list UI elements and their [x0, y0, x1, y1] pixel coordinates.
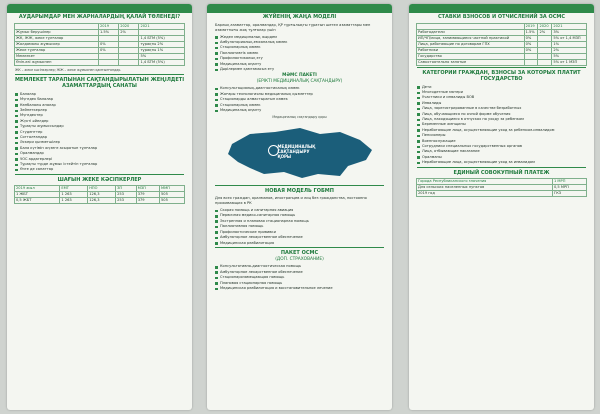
beneficiary-list — [409, 85, 594, 166]
list-item: Мүгедек балалар — [15, 97, 184, 102]
divider — [417, 67, 586, 68]
table-row: 2019 год ГКЗ — [417, 191, 587, 197]
section-title: ШАҒЫН ЖЕКЕ КӘСІПКЕРЛЕР — [57, 176, 142, 183]
beneficiary-list — [7, 92, 192, 173]
section-title: КАТЕГОРИИ ГРАЖДАН, ВЗНОСЫ ЗА КОТОРЫХ ПЛАТИТ ГОСУДАРСТВО — [422, 69, 581, 82]
panel-title: СТАВКИ ВЗНОСОВ И ОТЧИСЛЕНИЙ ЗА ОСМС — [437, 14, 566, 20]
divider — [417, 167, 586, 168]
list-item: ҰОС ардагерлері — [15, 157, 184, 162]
table-row: Государство 5% — [417, 53, 587, 59]
leaflet-panel-kazakh — [7, 4, 192, 410]
list-item: Медицинская реабилитация и восстановительное лечение — [215, 286, 384, 291]
list-item: Стационарлық көмек — [215, 103, 384, 108]
list-item: Мүгедектер — [15, 113, 184, 118]
table-row: Самостоятельно занятые 5% от 1 МЗП — [417, 59, 587, 65]
unified-payment-table: Города Республиканского значения 1 МРП Для сельских населенных пунктов 0,5 МРП 2019 год ГКЗ — [416, 178, 587, 197]
table-footnote: ЖК – жеке кәсіпкерлер; ЖЖ – жеке жұмыспен қамтылғандар. — [15, 67, 122, 72]
list-item: Лица, зарегистрированные в качестве безработных — [417, 106, 586, 111]
insurance-package-list — [207, 86, 392, 113]
section-title: МӘМС ПАКЕТІ — [282, 73, 317, 79]
list-item: Әскери қызметшілер — [15, 140, 184, 145]
table-row: Работники 0% 2% — [417, 47, 587, 53]
list-item: Профилактические прививки — [215, 230, 384, 235]
list-item: Первичная медико-санитарная помощь — [215, 213, 384, 218]
list-item: Военнослужащие — [417, 139, 586, 144]
list-item: Неработающие лица, осуществляющие уход за ребенком-инвалидом — [417, 128, 586, 133]
list-item: Медицинская реабилитация — [215, 241, 384, 246]
divider — [15, 174, 184, 175]
list-item: Жоғары технологиялы медициналық қызметтер — [215, 92, 384, 97]
list-item: Балалар — [15, 92, 184, 97]
list-item: Экстренная и плановая стационарная помощь — [215, 219, 384, 224]
section-title: НОВАЯ МОДЕЛЬ ГОБМП — [265, 187, 334, 194]
sme-table: 2019 жыл ЕМТ НПО ЗП МЗП ММП 1 ЖБТ 1 263 126,3 253 379 505 0,5 ЖБТ 1 263 126,3 253 379 505 — [14, 185, 185, 204]
list-item: Участники и инвалиды ВОВ — [417, 95, 586, 100]
list-item: Амбулаторное лекарственное обеспечение — [215, 270, 384, 275]
table-row: Жеке тұлғалар 0% тұрақты 1% — [15, 47, 185, 53]
list-item: Неработающие лица, осуществляющие уход за инвалидом — [417, 160, 586, 165]
list-item: Лица, находящиеся в отпусках по уходу за ребенком — [417, 117, 586, 122]
table-row: Жұмыс берушілер 1.5% 2% — [15, 29, 185, 35]
list-item: Дети — [417, 85, 586, 90]
list-item: Дәрілермен қамтамасыз ету — [215, 67, 384, 72]
osms-package-list — [207, 264, 392, 291]
table-row: Работодатели 1.5% 2% 3% — [417, 29, 587, 35]
list-item: Медициналық оңалту — [215, 108, 384, 113]
list-item: Жедел медициналық жәрдем — [215, 35, 384, 40]
section-title: ЕДИНЫЙ СОВОКУПНЫЙ ПЛАТЕЖ — [453, 169, 550, 176]
list-item: Стационарды алмастыратын көмек — [215, 97, 384, 102]
list-item: Амбулаторное лекарственное обеспечение — [215, 235, 384, 240]
contribution-rates-table — [14, 23, 185, 66]
table-row: Мемлекет 5% — [15, 53, 185, 59]
list-item: Сотрудники специальных государственных органов — [417, 144, 586, 149]
list-item: Студенттер — [15, 130, 184, 135]
list-item: Профилактикалық егу — [215, 56, 384, 61]
list-item: Беременные женщины — [417, 122, 586, 127]
table-row: Лица, работающие по договорам ГПХ 0% 1% — [417, 41, 587, 47]
table-row: ИП/ЧП/лица, занимающиеся частной практикой 0% 5% от 1,4 МЗП — [417, 35, 587, 41]
intro-text: Барлық азаматтар, оралмандар, ҚР тұрғылықты тұратын шетел азаматтары мен азаматтығы жоқ тұлғалар үшін — [215, 22, 371, 32]
table-row: 0,5 ЖБТ 1 263 126,3 253 379 505 — [15, 198, 185, 204]
list-item: Өзге де санаттар — [15, 167, 184, 172]
list-item: Стационарлық көмек — [215, 45, 384, 50]
list-item: Зейнеткерлер — [15, 108, 184, 113]
table-row: Өзін-өзі жұмыспен 1,4 БТМ (5%) — [15, 59, 185, 65]
leaflet-panel-russian — [409, 4, 594, 410]
list-item: Оралмандар — [15, 151, 184, 156]
list-item: Консультативно-диагностическая помощь — [215, 264, 384, 269]
table-row: ЖК, ЖЖ, жеке тұлғалар 1,4 БТМ (5%) — [15, 35, 185, 41]
section-title: ПАКЕТ ОСМС — [280, 249, 319, 256]
panel-title: ЖҮЙЕНІҢ ЖАҢА МОДЕЛІ — [262, 14, 337, 20]
panel-header-bar — [207, 4, 392, 13]
list-item: Многодетные матери — [417, 90, 586, 95]
list-item: Консультациялық-диагностикалық көмек — [215, 86, 384, 91]
list-item: Паллиативтік көмек — [215, 51, 384, 56]
map-caption: Медициналық сақтандыру қоры — [272, 115, 327, 120]
table-header: 2021 — [139, 23, 185, 29]
list-item: Бала күтімін жүзеге асыратын тұлғалар — [15, 146, 184, 151]
section-title: МЕМЛЕКЕТ ТАРАПЫНАН САҚТАНДЫРЫЛАТЫН ЖЕҢІЛДЕТІ АЗАМАТТАРДЫҢ САНАТЫ — [14, 76, 185, 90]
table-header: 2020 — [119, 23, 139, 29]
list-item: Тұрақты түрде жұмыс істейтін тұлғалар — [15, 162, 184, 167]
table-header: 2019 — [98, 23, 118, 29]
section-subtitle: (ЕРІКТІ МЕДИЦИНАЛЫҚ САҚТАНДЫРУ) — [256, 79, 343, 85]
basic-services-list — [207, 35, 392, 73]
panel-header-bar — [7, 4, 192, 13]
gobmp-list — [207, 208, 392, 246]
table-row: Для сельских населенных пунктов 0,5 МРП — [417, 185, 587, 191]
divider — [15, 74, 184, 75]
fund-name: МЕДИЦИНАЛЫҚ САҚТАНДЫРУ ҚОРЫ — [277, 143, 316, 159]
list-item: Пенсионеры — [417, 133, 586, 138]
list-item: Паллиативная помощь — [215, 224, 384, 229]
panel-header-bar — [409, 4, 594, 13]
list-item: Медициналық оңалту — [215, 62, 384, 67]
list-item: Скорая помощь и санитарная авиация — [215, 208, 384, 213]
list-item: Тұрақты жұмыссыздар — [15, 124, 184, 129]
divider — [215, 247, 384, 248]
list-item: Көпбалалы аналар — [15, 103, 184, 108]
contribution-rates-table: 2019 2020 2021 Работодатели 1.5% 2% 3% ИП/ЧП/лица, занимающиеся частной практикой 0% 5% от 1,4 МЗП Лица, работающие по договорам ГПХ 0% 1% Работники 0% 2% Государство 5% Самостоятельно занятые 5% от 1 МЗП — [416, 23, 587, 66]
list-item: Амбулаториялық-емханалық көмек — [215, 40, 384, 45]
table-row: Жалдамалы жұмыскер 0% тұрақты 2% — [15, 41, 185, 47]
section-text: Для всех граждан, оралманов, иностранцев и лиц без гражданства, постоянно проживающих в РК — [215, 196, 367, 206]
list-item: Сотталғандар — [15, 135, 184, 140]
list-item: Жүкті әйелдер — [15, 119, 184, 124]
list-item: Инвалиды — [417, 101, 586, 106]
list-item: Лица, обучающиеся по очной форме обучения — [417, 112, 586, 117]
section-subtitle: (ДОП. СТРАХОВАНИЕ) — [275, 257, 324, 263]
list-item: Плановая стационарная помощь — [215, 281, 384, 286]
list-item: Стационарозамещающая помощь — [215, 275, 384, 280]
kazakhstan-map — [220, 124, 380, 182]
panel-title: АУДАРЫМДАР МЕН ЖАРНАЛАРДЫҢ ҚАЛАЙ ТӨЛЕНЕДІ? — [18, 14, 181, 20]
leaflet-panel-middle — [207, 4, 392, 410]
list-item: Лица, отбывающие наказание — [417, 149, 586, 154]
list-item: Оралманы — [417, 155, 586, 160]
table-row: 1 ЖБТ 1 263 126,3 253 379 505 — [15, 192, 185, 198]
divider — [215, 185, 384, 186]
